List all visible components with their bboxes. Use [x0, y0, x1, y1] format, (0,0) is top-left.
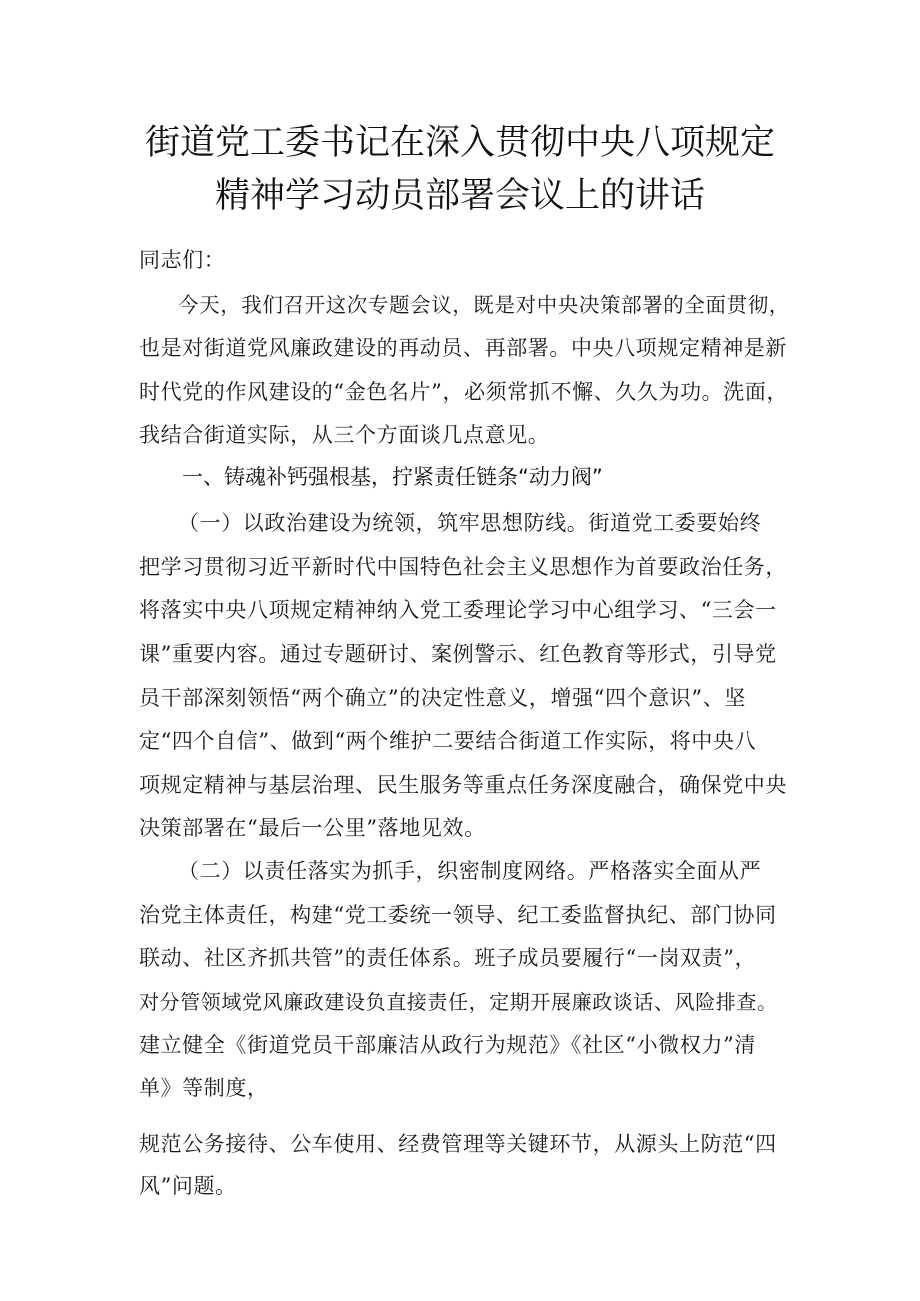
para-1-line-6: 定“四个自信”、做到“两个维护二要结合街道工作实际，将中央八 — [139, 729, 757, 753]
para-2-line-1: （二）以责任落实为抓手，织密制度网络。严格落实全面从严 — [178, 859, 762, 883]
document-title-line-2: 精神学习动员部署会议上的讲话 — [214, 176, 705, 216]
intro-line-1: 今天，我们召开这次专题会议，既是对中央决策部署的全面贯彻， — [178, 293, 790, 317]
para-1-line-7: 项规定精神与基层治理、民生服务等重点任务深度融合，确保党中央 — [139, 773, 787, 797]
intro-line-2: 也是对街道党风廉政建设的再动员、再部署。中央八项规定精神是新 — [139, 336, 787, 360]
intro-line-4: 我结合街道实际，从三个方面谈几点意见。 — [139, 423, 550, 447]
para-3-line-1: 规范公务接待、公车使用、经费管理等关键环节，从源头上防范“四 — [139, 1132, 777, 1156]
para-2-line-6: 单》等制度， — [139, 1076, 269, 1100]
para-2-line-2: 治党主体责任，构建“党工委统一领导、纪工委监督执纪、部门协同 — [139, 903, 777, 927]
section-1-heading: 一、铸魂补钙强根基，拧紧责任链条“动力阀” — [182, 465, 603, 489]
para-1-line-1: （一）以政治建设为统领，筑牢思想防线。街道党工委要始终 — [178, 511, 762, 535]
para-1-line-3: 将落实中央八项规定精神纳入党工委理论学习中心组学习、“三会一 — [139, 598, 777, 622]
para-2-line-5: 建立健全《街道党员干部廉洁从政行为规范》《社区“小微权力”清 — [139, 1033, 756, 1057]
para-2-line-3: 联动、社区齐抓共管”的责任体系。班子成员要履行“一岗双责”， — [139, 946, 757, 970]
intro-line-3: 时代党的作风建设的“金色名片”，必须常抓不懈、久久为功。洗面， — [139, 380, 789, 404]
para-1-line-4: 课”重要内容。通过专题研讨、案例警示、红色教育等形式，引导党 — [139, 642, 777, 666]
para-1-line-2: 把学习贯彻习近平新时代中国特色社会主义思想作为首要政治任务， — [139, 555, 787, 579]
para-1-line-5: 员干部深刻领悟“两个确立”的决定性意义，增强“四个意识”、坚 — [139, 686, 746, 710]
para-2-line-4: 对分管领域党风廉政建设负直接责任，定期开展廉政谈话、风险排查。 — [139, 990, 778, 1014]
para-3-line-2: 风”问题。 — [139, 1174, 237, 1198]
document-title-line-1: 街道党工委书记在深入贯彻中央八项规定 — [144, 123, 775, 163]
para-1-line-8: 决策部署在“最后一公里”落地见效。 — [139, 816, 486, 840]
salutation: 同志们： — [139, 248, 226, 272]
